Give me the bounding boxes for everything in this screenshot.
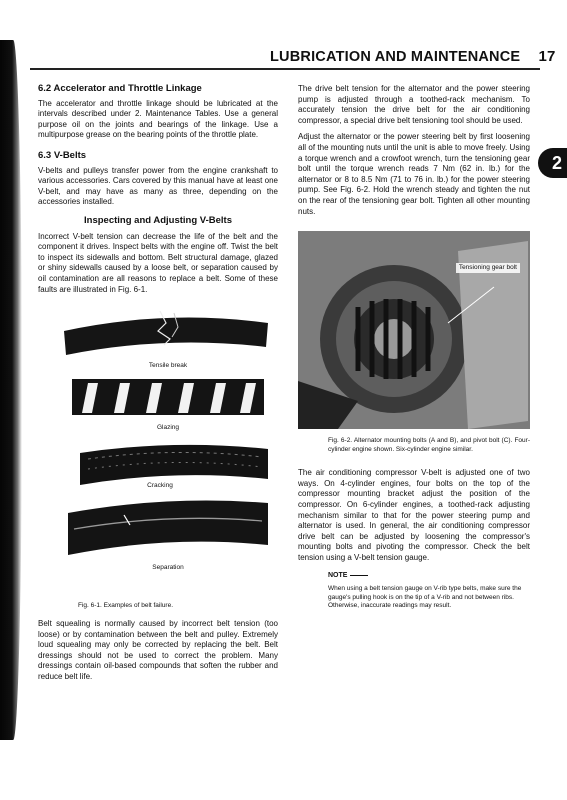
- label-separation: Separation: [152, 564, 184, 572]
- figure-6-1-caption: Fig. 6-1. Examples of belt failure.: [78, 602, 174, 610]
- note-heading: NOTE: [328, 571, 530, 582]
- page-title: LUBRICATION AND MAINTENANCE: [270, 49, 521, 65]
- alternator-photo-image: [298, 231, 530, 429]
- belt-squealing-paragraph: Belt squealing is normally caused by incorrect belt tension (too loose) or by contamination between the belt and pulley. Extremely loud squealing may only be corrected by replacing the belt. Belt dressings should not be used to correct the problem. Many dressings contain oil-based compounds that soften the rubber and reduce belt life.: [38, 619, 278, 682]
- tensioning-gear-bolt-label: Tensioning gear bolt: [456, 263, 520, 273]
- section-heading-throttle-linkage: 6.2 Accelerator and Throttle Linkage: [38, 83, 202, 94]
- figure-6-2-caption: Fig. 6-2. Alternator mounting bolts (A and B), and pivot bolt (C). Four-cylinder engine shown. Six-cylinder engine similar.: [328, 437, 530, 453]
- belt-glazing-image: [68, 375, 268, 419]
- belt-separation-image: [64, 495, 272, 559]
- page-number: 17: [538, 48, 556, 65]
- inspecting-paragraph: Incorrect V-belt tension can decrease the life of the belt and the component it drives. Inspect belts with the engine off. Twist the belt to inspect its sidewalls and bottom. Belt structural damage, glazed or shiny sidewalls caused by a loose belt, or separation caused by oil contamination are all reasons to replace a belt. Some of these faults are illustrated in Fig. 6-1.: [38, 231, 278, 294]
- chapter-tab: 2: [538, 148, 567, 178]
- belt-tensile-break-image: [60, 301, 272, 357]
- adjust-paragraph: Adjust the alternator or the power steering belt by first loosening all of the mounting nuts until the unit is able to move freely. Using a torque wrench and a crowfoot wrench, turn the tensioning gear bolt until the torque wrench reads 7 Nm (62 in. lb.) for the alternator or 8 to 8.5 Nm (71 to 76 in. lb.) for the power steering pump. See Fig. 6-2. Hold the wrench steady and tighten the nut on the rear of the tensioning gear bolt. Tighten all other mounting nuts.: [298, 132, 530, 216]
- section-heading-v-belts: 6.3 V-Belts: [38, 149, 87, 161]
- page-binding-shadow: [0, 40, 22, 740]
- header-rule: [30, 68, 540, 70]
- label-tensile-break: Tensile break: [148, 362, 188, 370]
- right-column: [298, 84, 530, 611]
- tension-paragraph: The drive belt tension for the alternator and the power steering pump is adjusted through a toothed-rack mechanism. To accurately tension the drive belt for the air conditioning compressor, a special drive belt tensioning tool should be used.: [298, 84, 530, 125]
- label-cracking: Cracking: [147, 482, 173, 490]
- ac-compressor-paragraph: The air conditioning compressor V-belt is adjusted one of two ways. On 4-cylinder engines, four bolts on the top of the compressor mounting bracket adjust the position of the compressor. On 6-cylinder engines, a toothed-rack adjusting mechanism similar to that for the power steering pump and alternator is used. In general, the air conditioning compressor drive belt can be adjusted by loosening the compressor's mounting bolts and pivoting the compressor. Check the belt tension using a V-belt tension gauge.: [298, 468, 530, 562]
- label-glazing: Glazing: [156, 424, 180, 432]
- page-header: [270, 48, 556, 65]
- note-body: When using a belt tension gauge on V-rib type belts, make sure the gauge's pulling hook is on the tip of a V-rib and not between ribs. Otherwise, inaccurate readings may result.: [328, 585, 522, 610]
- figure-belt-failure: [38, 301, 278, 631]
- left-column: [38, 84, 278, 689]
- v-belts-paragraph: V-belts and pulleys transfer power from the engine crankshaft to various accessories. Cars covered by this manual have at least one V-belt, and may have as many as three, depending on the accessories installed.: [38, 165, 278, 207]
- throttle-linkage-paragraph: The accelerator and throttle linkage should be lubricated at the intervals described under 2. Maintenance Tables. Use a general purpose oil on the joints and bearings of the linkage. Use a multipurpose grease on the bearing points of the throttle plate.: [38, 98, 278, 140]
- alternator-photo: [298, 231, 530, 429]
- section-heading-inspecting-v-belts: Inspecting and Adjusting V-Belts: [84, 214, 232, 226]
